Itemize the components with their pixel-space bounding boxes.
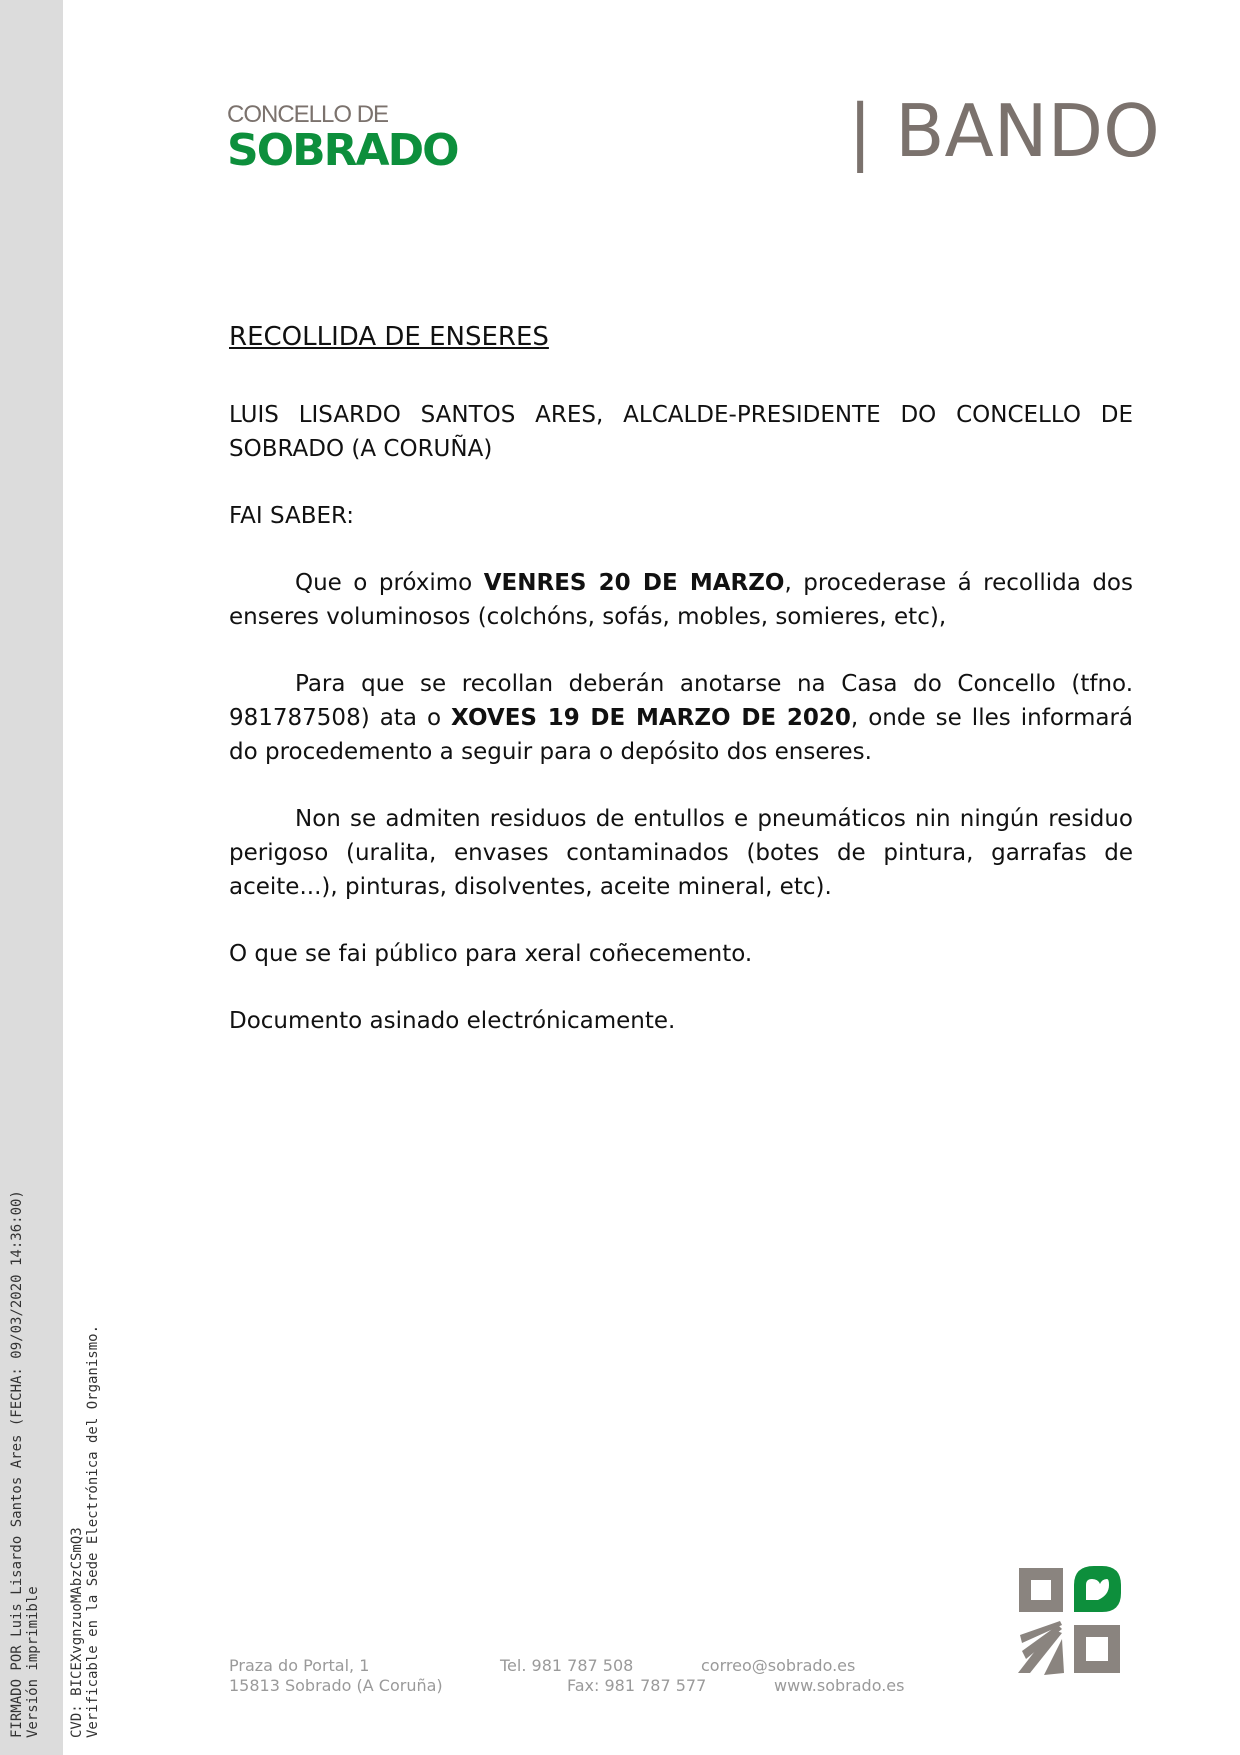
emblem-square-br-hole — [1086, 1637, 1108, 1661]
p2-text-b: , onde se lles informará do procedemento a seguir para o depósito dos enseres. — [229, 705, 1133, 765]
concello-emblem-icon — [1016, 1563, 1124, 1677]
footer-fax: Fax: 981 787 577 — [567, 1676, 707, 1695]
p2-deadline: XOVES 19 DE MARZO DE 2020 — [451, 705, 851, 731]
p1-text-a: Que o próximo — [295, 570, 484, 596]
footer-address-2: 15813 Sobrado (A Coruña) — [229, 1676, 443, 1695]
p1-text-b: , procederase á recollida dos enseres voluminosos (colchóns, sofás, mobles, somieres, etc), — [229, 570, 1133, 630]
footer-tel: Tel. 981 787 508 — [500, 1656, 634, 1675]
footer-email[interactable]: correo@sobrado.es — [701, 1656, 856, 1675]
footer-address-1: Praza do Portal, 1 — [229, 1656, 370, 1675]
p1-date: VENRES 20 DE MARZO — [483, 570, 785, 596]
footer-contact — [229, 1656, 929, 1700]
logo-line-1: CONCELLO DE — [227, 101, 389, 128]
printable-version-label: Versión imprimible — [25, 1586, 41, 1738]
paragraph-exclusions: Non se admiten residuos de entullos e pneumáticos nin ningún residuo perigoso (uralita, envases contaminados (botes de pintura, garrafas de aceite...), pinturas, disolventes, aceite mineral, etc). — [229, 806, 1133, 900]
fai-saber: FAI SABER: — [229, 503, 355, 529]
p2-text-a: Para que se recollan deberán anotarse na Casa do Concello (tfno. 981787508) ata o — [229, 671, 1133, 731]
paragraph-date — [229, 566, 1133, 634]
emblem-square-tl-hole — [1031, 1580, 1051, 1600]
footer-web[interactable]: www.sobrado.es — [774, 1676, 905, 1695]
document-body — [229, 318, 1133, 1071]
logo-line-2: SOBRADO — [227, 125, 458, 176]
concello-logo — [227, 102, 472, 174]
closing-paragraph: O que se fai público para xeral coñecemento. — [229, 941, 753, 967]
document-type-heading: | BANDO — [848, 89, 1160, 173]
cvd-code: CVD: BICEXvgnzuoMAbzCSmQ3 — [69, 1527, 85, 1738]
signature-stamp: FIRMADO POR Luis Lisardo Santos Ares (FECHA: 09/03/2020 14:36:00) — [9, 1190, 25, 1738]
document-title: RECOLLIDA DE ENSERES — [229, 322, 549, 352]
paragraph-registration — [229, 667, 1133, 769]
intro-paragraph: LUIS LISARDO SANTOS ARES, ALCALDE-PRESIDENTE DO CONCELLO DE SOBRADO (A CORUÑA) — [229, 402, 1133, 462]
signed-note: Documento asinado electrónicamente. — [229, 1008, 676, 1034]
verification-note: Verificable en la Sede Electrónica del Organismo. — [85, 1324, 101, 1738]
